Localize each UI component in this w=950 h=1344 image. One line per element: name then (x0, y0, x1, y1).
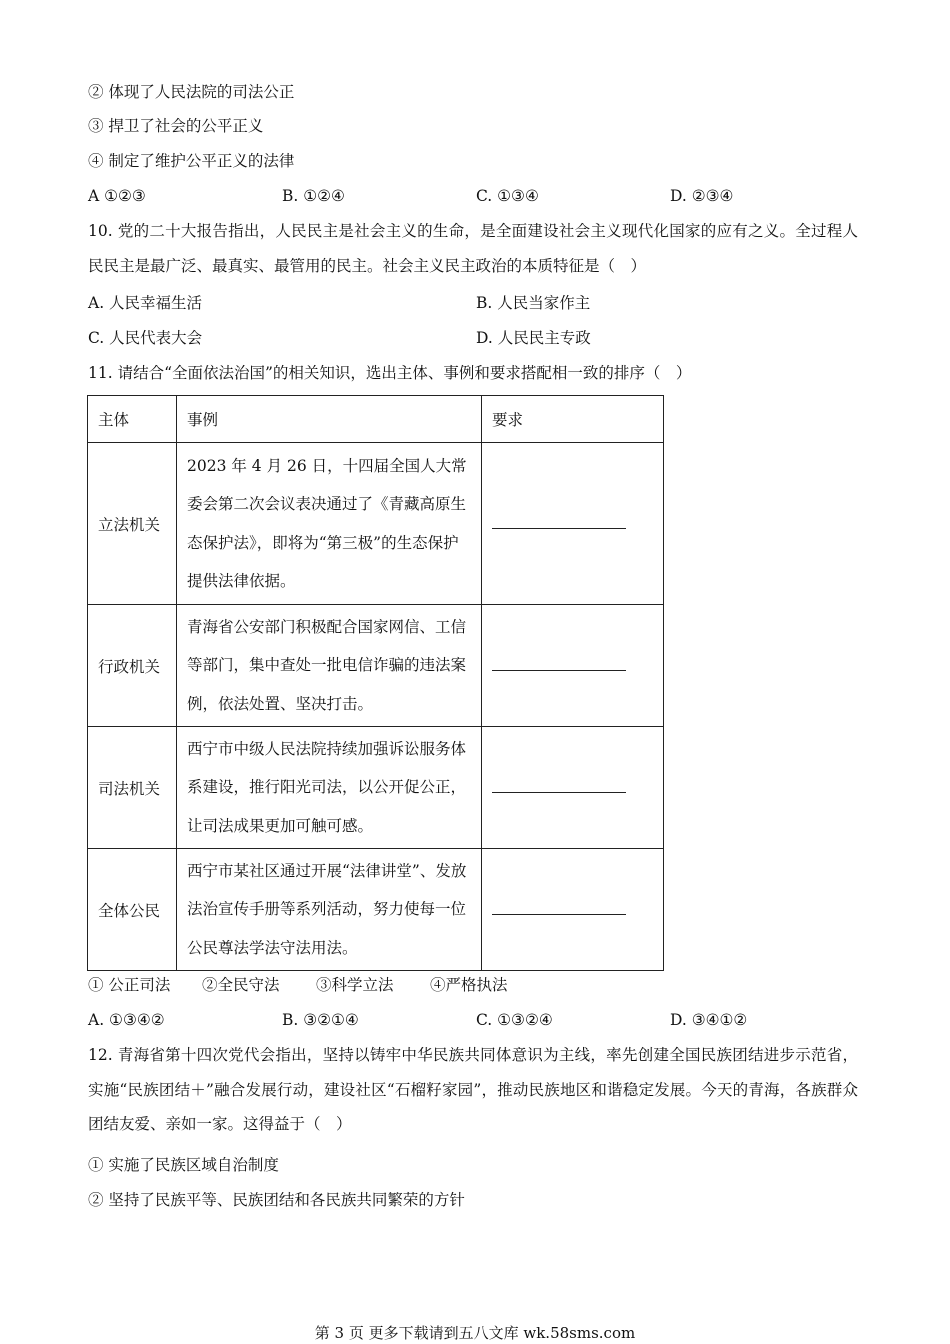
q11-option-a: A. ①③④② (88, 1011, 165, 1029)
q11-option-d: D. ③④①② (670, 1011, 748, 1029)
q11-option-c: C. ①③②④ (476, 1011, 553, 1029)
row-subject: 全体公民 (88, 849, 177, 971)
q11-choice-1: ① 公正司法 (88, 976, 171, 994)
q10-option-c: C. 人民代表大会 (88, 329, 203, 347)
row-subject: 行政机关 (88, 605, 177, 727)
q9-option-c: C. ①③④ (476, 187, 539, 205)
table-row (88, 727, 664, 849)
row-case: 西宁市中级人民法院持续加强诉讼服务体系建设，推行阳光司法，以公开促公正，让司法成果更加可触可感。 (177, 727, 482, 849)
q11-option-b: B. ③②①④ (282, 1011, 359, 1029)
answer-blank (482, 727, 664, 849)
q11-choice-3: ③科学立法 (316, 976, 394, 994)
q9-option-a: A ①②③ (88, 187, 146, 205)
table-row (88, 443, 664, 605)
answer-blank (482, 849, 664, 971)
q9-option-b: B. ①②④ (282, 187, 345, 205)
q10-stem: 10. 党的二十大报告指出，人民民主是社会主义的生命，是全面建设社会主义现代化国家的应有之义。全过程人民民主是最广泛、最真实、最管用的民主。社会主义民主政治的本质特征是（ ） (88, 222, 858, 275)
row-subject: 立法机关 (88, 443, 177, 605)
table-row (88, 605, 664, 727)
q9-option-d: D. ②③④ (670, 187, 734, 205)
table-header-row (88, 396, 664, 443)
row-case: 青海省公安部门积极配合国家网信、工信等部门，集中查处一批电信诈骗的违法案例，依法处置、坚决打击。 (177, 605, 482, 727)
q11-table (87, 395, 664, 971)
q10-option-a: A. 人民幸福生活 (88, 294, 203, 312)
header-case: 事例 (177, 396, 482, 443)
q9-item-4: ④ 制定了维护公平正义的法律 (88, 152, 295, 170)
q9-item-2: ② 体现了人民法院的司法公正 (88, 83, 295, 101)
answer-blank (482, 605, 664, 727)
q11-choice-2: ②全民守法 (202, 976, 280, 994)
header-requirement: 要求 (482, 396, 664, 443)
row-subject: 司法机关 (88, 727, 177, 849)
q12-item-2: ② 坚持了民族平等、民族团结和各民族共同繁荣的方针 (88, 1191, 465, 1209)
q10-option-b: B. 人民当家作主 (476, 294, 591, 312)
q12-item-1: ① 实施了民族区域自治制度 (88, 1156, 279, 1174)
header-subject: 主体 (88, 396, 177, 443)
q12-stem: 12. 青海省第十四次党代会指出，坚持以铸牢中华民族共同体意识为主线，率先创建全国民族团结进步示范省，实施“民族团结＋”融合发展行动，建设社区“石榴籽家园”，推动民族地区和谐稳定发展。今天的青海，各族群众团结友爱、亲如一家。这得益于（ ） (88, 1046, 858, 1133)
row-case: 西宁市某社区通过开展“法律讲堂”、发放法治宣传手册等系列活动，努力使每一位公民尊法学法守法用法。 (177, 849, 482, 971)
q11-choice-4: ④严格执法 (430, 976, 508, 994)
table-row (88, 849, 664, 971)
row-case: 2023 年 4 月 26 日，十四届全国人大常委会第二次会议表决通过了《青藏高原生态保护法》，即将为“第三极”的生态保护提供法律依据。 (177, 443, 482, 605)
q11-stem: 11. 请结合“全面依法治国”的相关知识，选出主体、事例和要求搭配相一致的排序（ ） (88, 364, 692, 382)
q9-item-3: ③ 捍卫了社会的公平正义 (88, 117, 264, 135)
page-footer: 第 3 页 更多下载请到五八文库 wk.58sms.com (314, 1324, 636, 1342)
q10-option-d: D. 人民民主专政 (476, 329, 591, 347)
answer-blank (482, 443, 664, 605)
